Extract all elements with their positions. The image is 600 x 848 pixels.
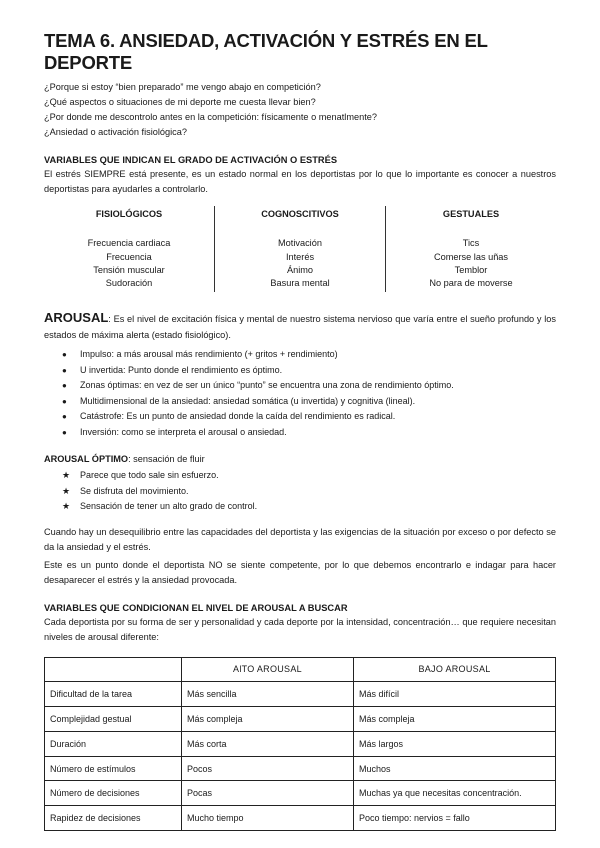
table-cell-high: Pocas [182,781,354,806]
star-icon: ★ [62,501,71,511]
optimal-arousal-heading: AROUSAL ÓPTIMO [44,454,129,464]
table-row [45,756,556,781]
table-row [45,707,556,732]
page-title: TEMA 6. ANSIEDAD, ACTIVACIÓN Y ESTRÉS EN EL DEPORTE [44,30,488,73]
list-item [62,468,556,484]
optimal-arousal-line [44,452,556,466]
conditions-heading: VARIABLES QUE CONDICIONAN EL NIVEL DE AROUSAL A BUSCAR [44,602,348,613]
column-item: Tensión muscular [93,264,165,275]
table-cell-low: Más difícil [354,682,556,707]
arousal-table [44,657,556,832]
optimal-arousal-subtitle: : sensación de fluir [128,454,205,464]
bullet-icon: ● [62,350,67,359]
table-header-high: AlTO AROUSAL [182,657,354,682]
list-item-text: Multidimensional de la ansiedad: ansiedad somática (u invertida) y cognitiva (lineal). [80,395,416,406]
table-cell-high: Más corta [182,731,354,756]
column-item: Sudoración [105,278,153,289]
bullet-icon: ● [62,365,67,375]
list-item [62,409,556,425]
arousal-definition [44,310,556,343]
competence-paragraph: Este es un punto donde el deportista NO se siente competente, por lo que debemos encontrarlo e indagar para hacer desaparecer el estrés y la ansiedad provocada. [44,559,556,585]
table-cell-high: Pocos [182,756,354,781]
table-cell-label: Número de decisiones [45,781,182,806]
table-cell-high: Más compleja [182,707,354,732]
column-header: FISIOLÓGICOS [95,209,163,219]
column-physiological [44,206,214,292]
column-item: Motivación [278,238,322,249]
question: ¿Porque si estoy “bien preparado” me vengo abajo en competición? [44,82,321,92]
table-cell-label: Número de estímulos [45,756,182,781]
list-item [62,347,556,363]
bullet-icon: ● [62,396,67,406]
question: ¿Por donde me descontrolo antes en la competición: físicamente o menatlmente? [44,112,377,122]
table-cell-label: Rapidez de decisiones [45,806,182,831]
list-item-text: Parece que todo sale sin esfuerzo. [80,470,219,480]
list-item [62,378,556,394]
column-header: GESTUALES [442,209,500,219]
list-item-text: Impulso: a más arousal más rendimiento (+ gritos + rendimiento) [80,349,338,359]
table-cell-label: Dificultad de la tarea [45,682,182,707]
column-item: Frecuencia cardiaca [87,238,171,249]
list-item-text: Zonas óptimas: en vez de ser un único “punto” se encuentra una zona de rendimiento óptimo. [80,380,454,390]
list-item-text: U invertida: Punto donde el rendimiento es óptimo. [80,364,283,375]
column-cognitive [214,206,385,292]
table-cell-high: Mucho tiempo [182,806,354,831]
column-item: No para de moverse [429,278,513,289]
column-gestural [385,206,556,292]
column-item: Ánimo [286,264,314,275]
column-item: Temblor [454,264,488,275]
column-item: Interés [285,251,315,262]
list-item-text: Sensación de tener un alto grado de control. [80,501,258,511]
list-item [62,484,556,500]
table-cell-label: Complejidad gestual [45,707,182,732]
question: ¿Ansiedad o activación fisiológica? [44,127,187,137]
activation-text: El estrés SIEMPRE está presente, es un estado normal en los deportistas por lo que lo importante es conocer a nuestros deportistas para ayudarles a controlarlo. [44,169,556,194]
column-header: COGNOSCITIVOS [261,209,339,219]
table-cell-low: Muchas ya que necesitas concentración. [354,781,556,806]
table-header-row [45,657,556,682]
table-row [45,781,556,806]
column-item: Tics [462,238,480,249]
column-item: Frecuencia [106,251,152,262]
table-cell-low: Poco tiempo: nervios = fallo [354,806,556,831]
column-item: Basura mental [270,278,330,289]
arousal-bullets [44,347,556,440]
bullet-icon: ● [62,427,67,437]
list-item [62,499,556,515]
list-item [62,394,556,410]
table-cell-high: Más sencilla [182,682,354,707]
column-item: Comerse las uñas [433,251,509,262]
table-header-empty [45,657,182,682]
list-item [62,363,556,379]
questions-list [44,80,556,140]
table-header-low: BAJO AROUSAL [354,657,556,682]
table-cell-low: Más compleja [354,707,556,732]
table-cell-label: Duración [45,731,182,756]
bullet-icon: ● [62,412,67,421]
list-item-text: Catástrofe: Es un punto de ansiedad donde la caída del rendimiento es radical. [80,411,396,421]
table-row [45,682,556,707]
activation-heading: VARIABLES QUE INDICAN EL GRADO DE ACTIVACIÓN O ESTRÉS [44,155,338,165]
star-icon: ★ [62,485,71,496]
table-cell-low: Muchos [354,756,556,781]
arousal-heading: AROUSAL [44,310,109,325]
list-item-text: Se disfruta del movimiento. [80,485,189,496]
table-cell-low: Más largos [354,731,556,756]
activation-columns [44,206,556,292]
star-icon: ★ [62,470,71,480]
question: ¿Qué aspectos o situaciones de mi deporte me cuesta llevar bien? [44,97,316,107]
bullet-icon: ● [62,381,67,390]
list-item-text: Inversión: como se interpreta el arousal o ansiedad. [80,426,287,437]
imbalance-paragraph: Cuando hay un desequilibrio entre las capacidades del deportista y las exigencias de la situación por exceso o por defecto se da la ansiedad y el estrés. [44,526,556,552]
optimal-stars [44,468,556,515]
table-row [45,731,556,756]
table-row [45,806,556,831]
conditions-text: Cada deportista por su forma de ser y personalidad y cada deporte por la intensidad, concentración… que requiere necesitan niveles de arousal diferente: [44,616,556,642]
arousal-definition-text: : Es el nivel de excitación física y mental de nuestro sistema nervioso que varía entre el sueño profundo y los estados de máxima alerta (estado fisiológico). [44,314,556,340]
list-item [62,425,556,441]
